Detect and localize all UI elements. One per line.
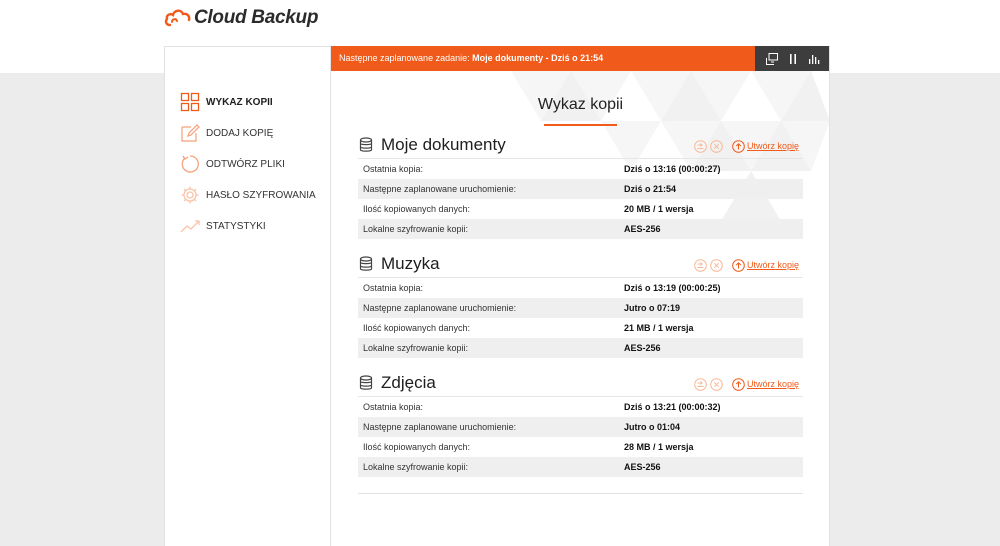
sidebar: [164, 46, 331, 546]
sidebar-item-dodaj-kopie[interactable]: [180, 123, 273, 143]
row-label: Lokalne szyfrowanie kopii:: [363, 343, 469, 353]
cancel-icon[interactable]: [710, 378, 723, 391]
backup-section: [358, 133, 803, 239]
skip-icon[interactable]: [694, 378, 707, 391]
sidebar-item-label: STATYSTYKI: [206, 220, 266, 232]
upload-icon[interactable]: [732, 259, 745, 272]
row-label: Ilość kopiowanych danych:: [363, 204, 471, 214]
row-value: 20 MB / 1 wersja: [624, 204, 694, 214]
sidebar-item-label: WYKAZ KOPII: [206, 96, 273, 108]
table-row: [358, 437, 803, 457]
cancel-icon[interactable]: [710, 259, 723, 272]
backup-section: [358, 371, 803, 477]
sidebar-item-statystyki[interactable]: [180, 216, 266, 236]
table-row: [358, 219, 803, 239]
backup-name: Muzyka: [381, 254, 440, 273]
row-label: Ilość kopiowanych danych:: [363, 442, 471, 452]
backup-section: [358, 252, 803, 358]
logo[interactable]: [164, 7, 318, 29]
cancel-icon[interactable]: [710, 140, 723, 153]
grid-icon: [180, 92, 200, 112]
monitor-icon[interactable]: [765, 52, 779, 66]
row-value: AES-256: [624, 343, 661, 353]
row-value: Jutro o 07:19: [624, 303, 681, 313]
next-task-notice: [331, 46, 755, 71]
row-label: Ostatnia kopia:: [363, 283, 424, 293]
table-row: [358, 318, 803, 338]
row-value: AES-256: [624, 462, 661, 472]
sidebar-item-label: DODAJ KOPIĘ: [206, 127, 274, 139]
backup-name: Moje dokumenty: [381, 135, 506, 154]
database-icon: [359, 375, 373, 391]
row-value: Dziś o 13:16 (00:00:27): [624, 164, 721, 174]
row-label: Ostatnia kopia:: [363, 402, 424, 412]
table-row: [358, 457, 803, 477]
row-value: Dziś o 13:19 (00:00:25): [624, 283, 721, 293]
main-panel: [331, 46, 830, 546]
create-backup-link[interactable]: Utwórz kopię: [747, 260, 800, 270]
page-title: Wykaz kopii: [537, 96, 624, 113]
row-label: Lokalne szyfrowanie kopii:: [363, 462, 469, 472]
skip-icon[interactable]: [694, 259, 707, 272]
sidebar-item-label: HASŁO SZYFROWANIA: [206, 189, 316, 201]
create-backup-link[interactable]: Utwórz kopię: [747, 379, 800, 389]
table-row: [358, 199, 803, 219]
table-row: [358, 397, 803, 417]
sidebar-item-wykaz-kopii[interactable]: [180, 92, 273, 112]
table-row: [358, 278, 803, 298]
edit-icon: [180, 123, 200, 143]
database-icon: [359, 256, 373, 272]
sidebar-item-odtworz-pliki[interactable]: [180, 154, 285, 174]
table-row: [358, 179, 803, 199]
notice-task: Moje dokumenty - Dziś o 21:54: [472, 53, 604, 63]
notice-prefix: Następne zaplanowane zadanie:: [339, 53, 473, 63]
row-value: AES-256: [624, 224, 661, 234]
row-label: Ilość kopiowanych danych:: [363, 323, 471, 333]
table-row: [358, 159, 803, 179]
row-value: Dziś o 21:54: [624, 184, 677, 194]
row-label: Ostatnia kopia:: [363, 164, 424, 174]
trend-icon: [180, 216, 200, 236]
restore-icon: [180, 154, 200, 174]
row-value: 28 MB / 1 wersja: [624, 442, 694, 452]
logo-text: Cloud Backup: [194, 7, 319, 28]
row-label: Lokalne szyfrowanie kopii:: [363, 224, 469, 234]
title-underline: [544, 124, 617, 126]
table-row: [358, 298, 803, 318]
skip-icon[interactable]: [694, 140, 707, 153]
create-backup-link[interactable]: Utwórz kopię: [747, 141, 800, 151]
backup-header: [358, 252, 803, 278]
pause-icon[interactable]: [786, 52, 800, 66]
row-value: Dziś o 13:21 (00:00:32): [624, 402, 721, 412]
sidebar-item-label: ODTWÓRZ PLIKI: [206, 158, 285, 170]
row-label: Następne zaplanowane uruchomienie:: [363, 303, 517, 313]
bottom-divider: [358, 493, 803, 494]
gear-icon: [180, 185, 200, 205]
row-value: Jutro o 01:04: [624, 422, 681, 432]
backup-name: Zdjęcia: [381, 373, 436, 392]
table-row: [358, 417, 803, 437]
cloud-logo-icon: [164, 7, 192, 29]
database-icon: [359, 137, 373, 153]
table-row: [358, 338, 803, 358]
backup-header: [358, 371, 803, 397]
toolbar: [755, 46, 830, 71]
row-value: 21 MB / 1 wersja: [624, 323, 694, 333]
upload-icon[interactable]: [732, 378, 745, 391]
upload-icon[interactable]: [732, 140, 745, 153]
row-label: Następne zaplanowane uruchomienie:: [363, 184, 517, 194]
row-label: Następne zaplanowane uruchomienie:: [363, 422, 517, 432]
stats-bars-icon[interactable]: [807, 52, 821, 66]
backup-header: [358, 133, 803, 159]
sidebar-item-haslo-szyfrowania[interactable]: [180, 185, 316, 205]
